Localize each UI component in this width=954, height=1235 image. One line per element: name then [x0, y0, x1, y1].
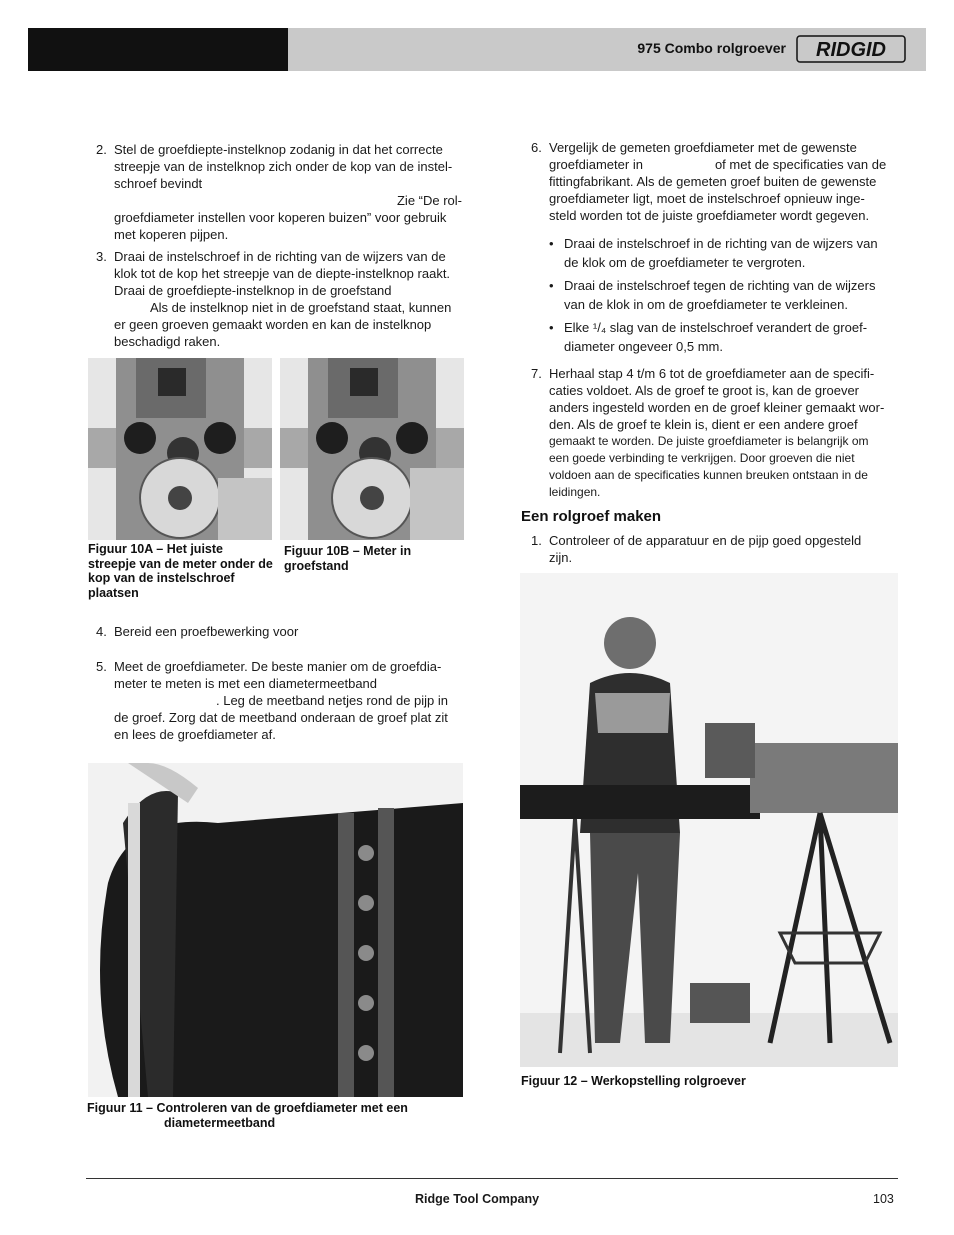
- left-column-lower: [96, 623, 462, 743]
- bullet-list: [549, 234, 897, 356]
- ridgid-logo: [796, 35, 906, 63]
- figure-10a-caption: Figuur 10A – Het juiste streepje van de meter onder de kop van de instelschroef plaatsen: [88, 542, 273, 600]
- footer-company: Ridge Tool Company: [415, 1192, 540, 1206]
- bullet-item: • Draai de instelschroef in de richting van de wijzers van de klok om de groefdiameter te vergroten.: [549, 236, 878, 270]
- section-heading: Een rolgroef maken: [521, 508, 662, 525]
- page-number: 103: [873, 1192, 894, 1206]
- step-3: 3. Draai de instelschroef in de richting van de wijzers van de klok tot de kop het streepje van de diepte-instelknop raakt. Draai de groefdiepte-instelknop in de groefstand Als de instelknop niet in de groefstand staat, kunnen er geen groeven gemaakt worden en kan de instelknop beschadigd raken.: [96, 249, 452, 349]
- left-column: [96, 141, 462, 350]
- step-5: 5. Meet de groefdiameter. De beste manier om de groefdia- meter te meten is met een diametermeetband . Leg de meetband netjes rond de pijp in de groef. Zorg dat de meetband onderaan de groef plat zit en lees de groefdiameter af.: [96, 659, 449, 742]
- bullet-item: • Draai de instelschroef tegen de richting van de wijzers van de klok in om de groefdiameter te verkleinen.: [549, 278, 876, 312]
- step-7: 7. Herhaal stap 4 t/m 6 tot de groefdiameter aan de specifi- caties voldoet. Als de groef te groot is, kan de groever anders ingesteld worden en de groef kleiner gemaakt wor- den. Als de groef te klein is, dient er een andere groef gemaakt te worden. De juiste groefdiameter is belangrijk om een goede verbinding te verkrijgen. Door groeven die niet voldoen aan de specificaties kunnen breuken ontstaan in de leidingen.: [531, 366, 885, 499]
- footer-rule: [86, 1178, 898, 1179]
- right-step-1: [531, 532, 897, 566]
- figure-12-caption: Figuur 12 – Werkopstelling rolgroever: [521, 1074, 746, 1088]
- step-1: 1. Controleer of de apparatuur en de pijp goed opgesteld zijn.: [531, 533, 862, 565]
- step-2: 2. Stel de groefdiepte-instelknop zodanig in dat het correcte streepje van de instelknop zich onder de kop van de instel- schroef bevindt Zie “De rol- groefdiameter instellen voor koperen buizen” voor gebruik met koperen pijpen.: [96, 142, 462, 242]
- figure-10b-caption: Figuur 10B – Meter in groefstand: [284, 544, 412, 573]
- figure-11-caption: Figuur 11 – Controleren van de groefdiameter met een diametermeetband: [87, 1101, 408, 1130]
- figure-10a-photo: [88, 358, 272, 540]
- bullet-item: • Elke ¹/₄ slag van de instelschroef verandert de groef- diameter ongeveer 0,5 mm.: [549, 320, 868, 354]
- svg-text:RIDGID: RIDGID: [816, 39, 886, 61]
- step-6: 6. Vergelijk de gemeten groefdiameter met de gewenste groefdiameter in of met de specificaties van de fittingfabrikant. Als de gemeten groef buiten de gewenste groefdiameter ligt, moet de instelschroef opnieuw inge- steld worden tot de juiste groefdiameter wordt gegeven.: [531, 140, 887, 223]
- figure-10b-photo: [280, 358, 464, 540]
- step-4: 4. Bereid een proefbewerking voor: [96, 624, 299, 639]
- right-column: [531, 139, 897, 501]
- header-grey-band: [288, 28, 926, 71]
- header-black-band: [28, 28, 288, 71]
- figure-12-photo: [520, 573, 898, 1067]
- figure-11-photo: [88, 763, 463, 1097]
- header-title: 975 Combo rolgroever: [637, 40, 786, 56]
